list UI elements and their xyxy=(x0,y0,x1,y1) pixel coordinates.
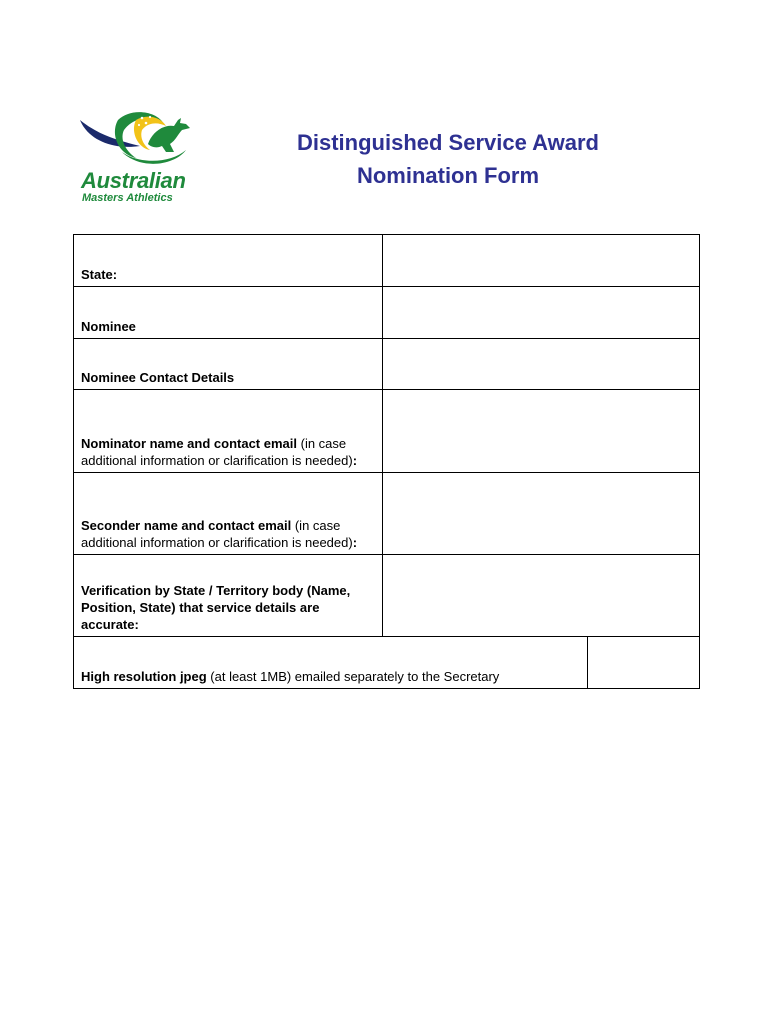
verification-label: Verification by State / Territory body (Name, Position, State) that service details are accurate: xyxy=(74,555,383,637)
nominee-contact-field[interactable] xyxy=(383,339,700,390)
table-row xyxy=(74,339,700,390)
title-line-1: Distinguished Service Award xyxy=(297,130,599,155)
nominee-contact-label: Nominee Contact Details xyxy=(74,339,383,390)
nominee-label: Nominee xyxy=(74,287,383,339)
table-row xyxy=(74,555,700,637)
logo xyxy=(78,110,198,205)
table-row xyxy=(74,287,700,339)
jpeg-checkbox-field[interactable] xyxy=(588,637,700,689)
table-row xyxy=(74,637,700,689)
title-line-2: Nomination Form xyxy=(356,163,540,188)
table-row xyxy=(74,235,700,287)
nomination-table xyxy=(73,234,700,689)
nominator-label: Nominator name and contact email (in case additional information or clarification is needed): xyxy=(74,390,383,473)
seconder-label: Seconder name and contact email (in case additional information or clarification is needed): xyxy=(74,473,383,555)
page-title xyxy=(258,126,638,192)
seconder-field[interactable] xyxy=(383,473,700,555)
table-row xyxy=(74,473,700,555)
nominee-field[interactable] xyxy=(383,287,700,339)
verification-field[interactable] xyxy=(383,555,700,637)
jpeg-label: High resolution jpeg (at least 1MB) emailed separately to the Secretary xyxy=(74,637,588,689)
nominator-field[interactable] xyxy=(383,390,700,473)
kangaroo-logo-icon xyxy=(78,110,198,170)
logo-subtitle: Masters Athletics xyxy=(82,192,173,204)
state-label: State: xyxy=(74,235,383,287)
table-row xyxy=(74,390,700,473)
logo-name: Australian xyxy=(81,168,186,193)
state-field[interactable] xyxy=(383,235,700,287)
